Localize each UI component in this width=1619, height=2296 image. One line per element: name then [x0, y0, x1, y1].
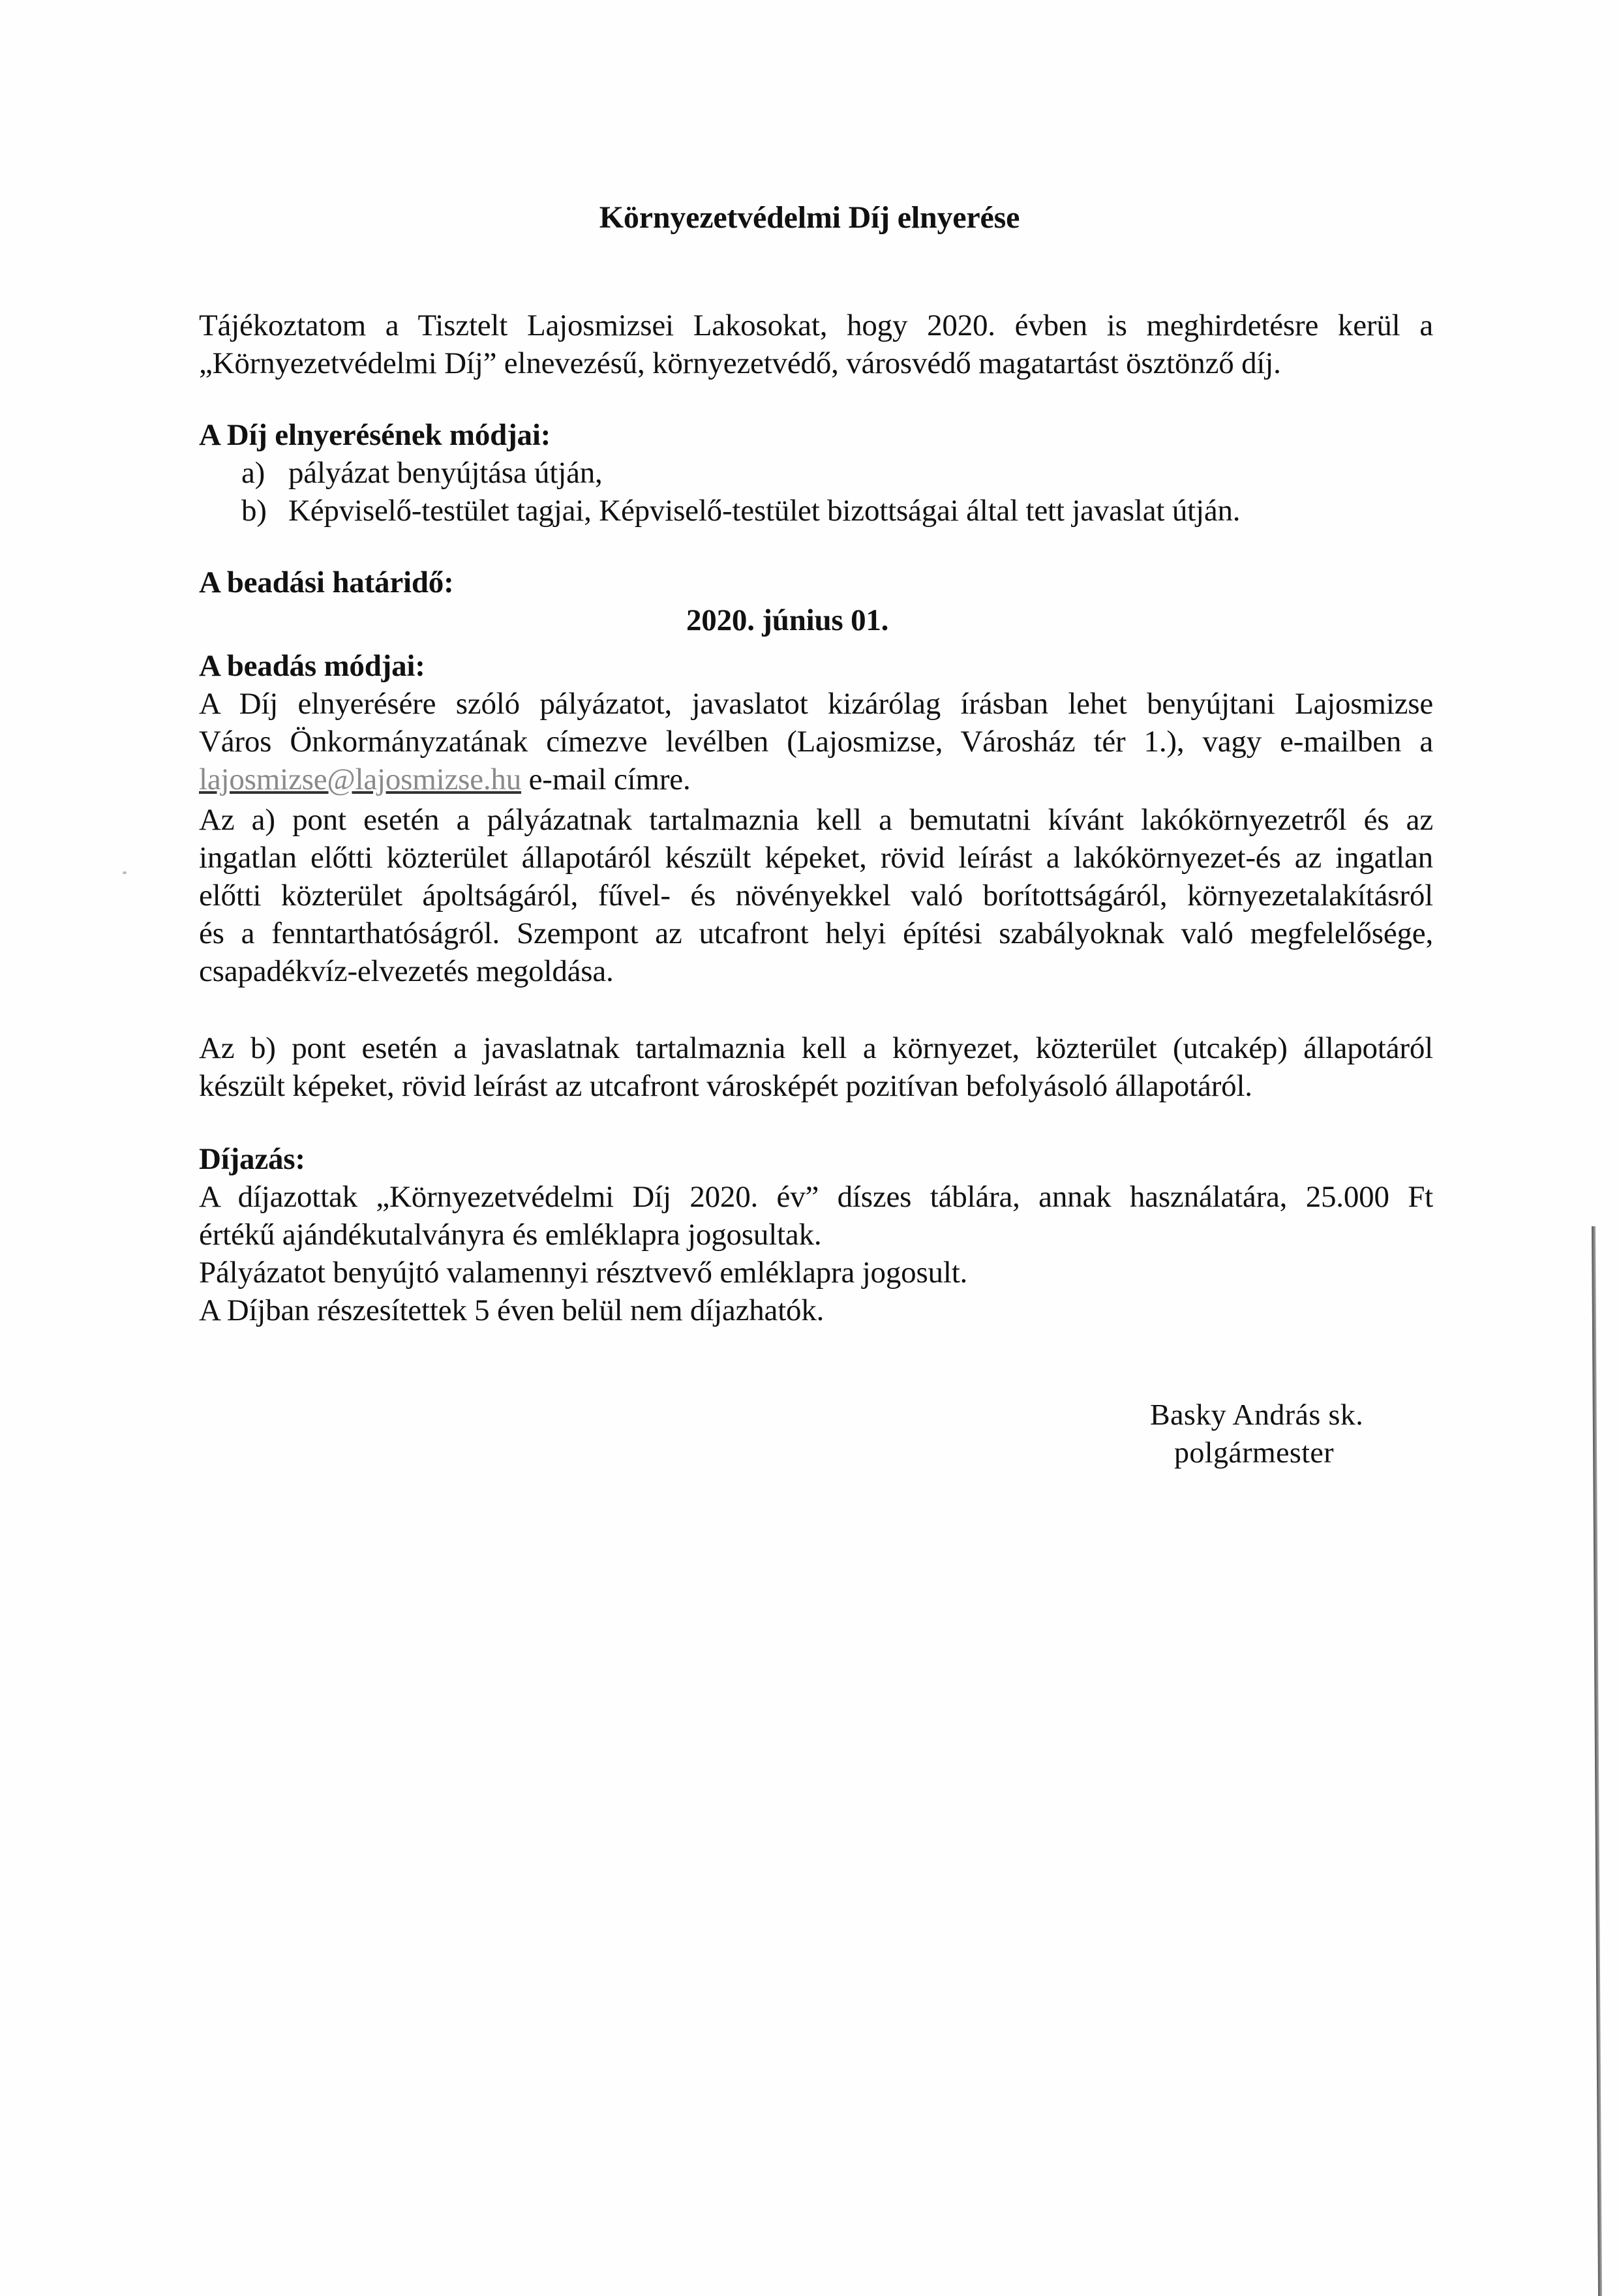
methods-item-a — [241, 454, 603, 492]
point-a-line-3: előtti közterület ápoltságáról, fűvel- és növényekkel való borítottságáról, környezetalakításról — [199, 879, 1433, 913]
list-item-text: Képviselő-testület tagjai, Képviselő-testület bizottságai által tett javaslat útján. — [288, 494, 1241, 528]
methods-heading: A Díj elnyerésének módjai: — [199, 418, 551, 452]
methods-item-b — [241, 492, 1240, 530]
submission-line-2: Város Önkormányzatának címezve levélben (Lajosmizse, Városház tér 1.), vagy e-mailben a — [199, 725, 1433, 759]
deadline-heading: A beadási határidő: — [199, 566, 454, 599]
submission-line-3-suffix: e-mail címre. — [521, 763, 691, 796]
list-marker: a) — [241, 456, 265, 490]
document-title: Környezetvédelmi Díj elnyerése — [599, 200, 1020, 235]
point-a-line-2: ingatlan előtti közterület állapotáról készült képeket, rövid leírást a lakókörnyezet-és az ingatlan — [199, 841, 1433, 875]
award-line-1: A díjazottak „Környezetvédelmi Díj 2020. év” díszes táblára, annak használatára, 25.000 Ft — [199, 1180, 1433, 1214]
deadline-date: 2020. június 01. — [686, 603, 889, 637]
award-line-2: értékű ajándékutalványra és emléklapra jogosultak. — [199, 1218, 822, 1252]
signature-role: polgármester — [1174, 1436, 1334, 1469]
scan-edge-shadow — [1592, 1226, 1602, 2296]
point-a-line-1: Az a) pont esetén a pályázatnak tartalmaznia kell a bemutatni kívánt lakókörnyezetről és az — [199, 803, 1433, 837]
point-b-line-2: készült képeket, rövid leírást az utcafront városképét pozitívan befolyásoló állapotáról. — [199, 1069, 1252, 1103]
point-b-line-1: Az b) pont esetén a javaslatnak tartalmaznia kell a környezet, közterület (utcakép) állapotáról — [199, 1031, 1433, 1065]
list-marker: b) — [241, 494, 267, 528]
list-item-text: pályázat benyújtása útján, — [288, 456, 603, 490]
award-heading: Díjazás: — [199, 1142, 305, 1176]
intro-line-2: „Környezetvédelmi Díj” elnevezésű, környezetvédő, városvédő magatartást ösztönző díj. — [199, 346, 1281, 380]
award-line-4: A Díjban részesítettek 5 éven belül nem díjazhatók. — [199, 1293, 825, 1327]
intro-line-1: Tájékoztatom a Tisztelt Lajosmizsei Lakosokat, hogy 2020. évben is meghirdetésre kerül a — [199, 309, 1433, 342]
point-a-line-5: csapadékvíz-elvezetés megoldása. — [199, 954, 614, 988]
submission-line-1: A Díj elnyerésére szóló pályázatot, javaslatot kizárólag írásban lehet benyújtani Lajosmizse — [199, 687, 1433, 721]
point-a-line-4: és a fenntarthatóságról. Szempont az utcafront helyi építési szabályoknak való megfelelősége, — [199, 916, 1433, 950]
submission-heading: A beadás módjai: — [199, 649, 425, 683]
award-line-3: Pályázatot benyújtó valamennyi résztvevő emléklapra jogosult. — [199, 1256, 968, 1290]
submission-line-3 — [199, 761, 691, 798]
scan-speck — [123, 871, 127, 874]
email-link[interactable]: lajosmizse@lajosmizse.hu — [199, 763, 522, 796]
signature-name: Basky András sk. — [1150, 1398, 1364, 1431]
